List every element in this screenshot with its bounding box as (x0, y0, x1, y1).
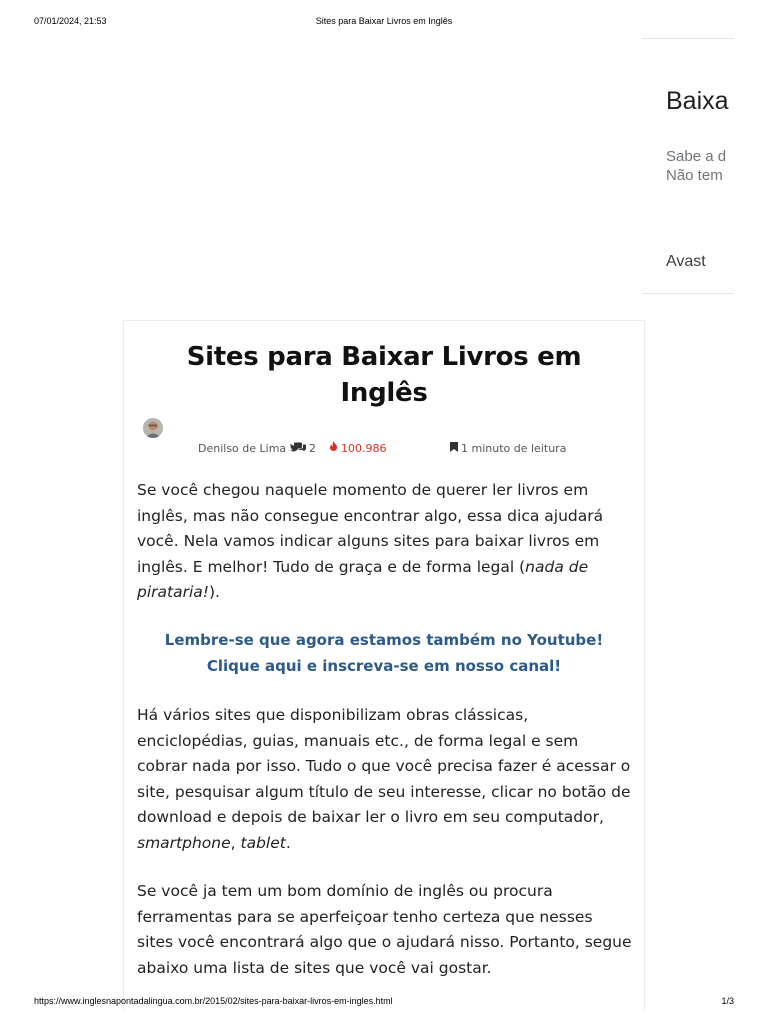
print-doc-title: Sites para Baixar Livros em Inglês (315, 16, 453, 26)
reading-time: 1 minuto de leitura (461, 441, 567, 455)
paragraph-intro (137, 478, 633, 606)
paragraph-text: . (285, 833, 291, 852)
youtube-callout[interactable] (124, 627, 644, 679)
article-card (123, 320, 645, 1010)
ad-description (666, 147, 726, 185)
print-footer (0, 996, 768, 1010)
print-url: https://www.inglesnapontadalingua.com.br/2015/02/sites-para-baixar-livros-em-ingles.html (34, 996, 393, 1006)
meta-stats (294, 440, 387, 456)
paragraph-emphasis: tablet (240, 833, 286, 852)
print-date: 07/01/2024, 21:53 (34, 16, 107, 26)
print-page-number: 1/3 (721, 996, 734, 1006)
author-avatar[interactable] (143, 418, 163, 438)
paragraph-text: , (230, 833, 241, 852)
ad-title[interactable]: Baixa (666, 87, 729, 115)
comments-icon[interactable] (294, 442, 306, 455)
bookmark-icon (450, 442, 458, 455)
meta-reading-time (450, 440, 566, 456)
article-title-line: Inglês (340, 378, 428, 408)
paragraph-emphasis: nada de pirataria! (137, 557, 589, 601)
paragraph-sites (137, 703, 633, 856)
callout-line[interactable]: Lembre-se que agora estamos também no Youtube! (164, 631, 604, 649)
paragraph-list-intro: Se você ja tem um bom domínio de inglês ou procura ferramentas para se aperfeiçoar tenho certeza que nesses sites você encontrará algo que o ajudará nisso. Portanto, segue abaixo uma lista de sites que você vai gostar. (137, 882, 632, 977)
ad-desc-line: Não tem (666, 167, 723, 184)
article-title (124, 339, 644, 411)
ad-panel[interactable] (642, 38, 734, 294)
paragraph-text: Há vários sites que disponibilizam obras clássicas, enciclopédias, guias, manuais etc., de forma legal e sem cobrar nada por isso. Tudo o que você precisa fazer é acessar o site, pesquisar algum título de seu interesse, clicar no botão de download e depois de baixar ler o livro em seu computador, (137, 706, 631, 826)
ad-brand[interactable]: Avast (666, 253, 706, 270)
view-count: 100.986 (341, 441, 387, 455)
ad-desc-line: Sabe a d (666, 148, 727, 165)
meta-author (198, 440, 303, 456)
fire-icon (329, 441, 338, 455)
callout-link[interactable]: Clique aqui e inscreva-se em nosso canal! (206, 657, 562, 675)
comment-count[interactable]: 2 (309, 441, 316, 455)
paragraph-emphasis: smartphone (137, 833, 231, 852)
paragraph-text: ). (208, 583, 220, 601)
print-header (0, 16, 768, 30)
author-name[interactable]: Denilso de Lima (198, 441, 287, 455)
article-title-line: Sites para Baixar Livros em (186, 342, 582, 372)
paragraph-text: Se você chegou naquele momento de querer ler livros em inglês, mas não consegue encontrar algo, essa dica ajudará você. Nela vamos indicar alguns sites para baixar livros em inglês. E melhor! Tudo de graça e de forma legal ( (137, 481, 604, 576)
